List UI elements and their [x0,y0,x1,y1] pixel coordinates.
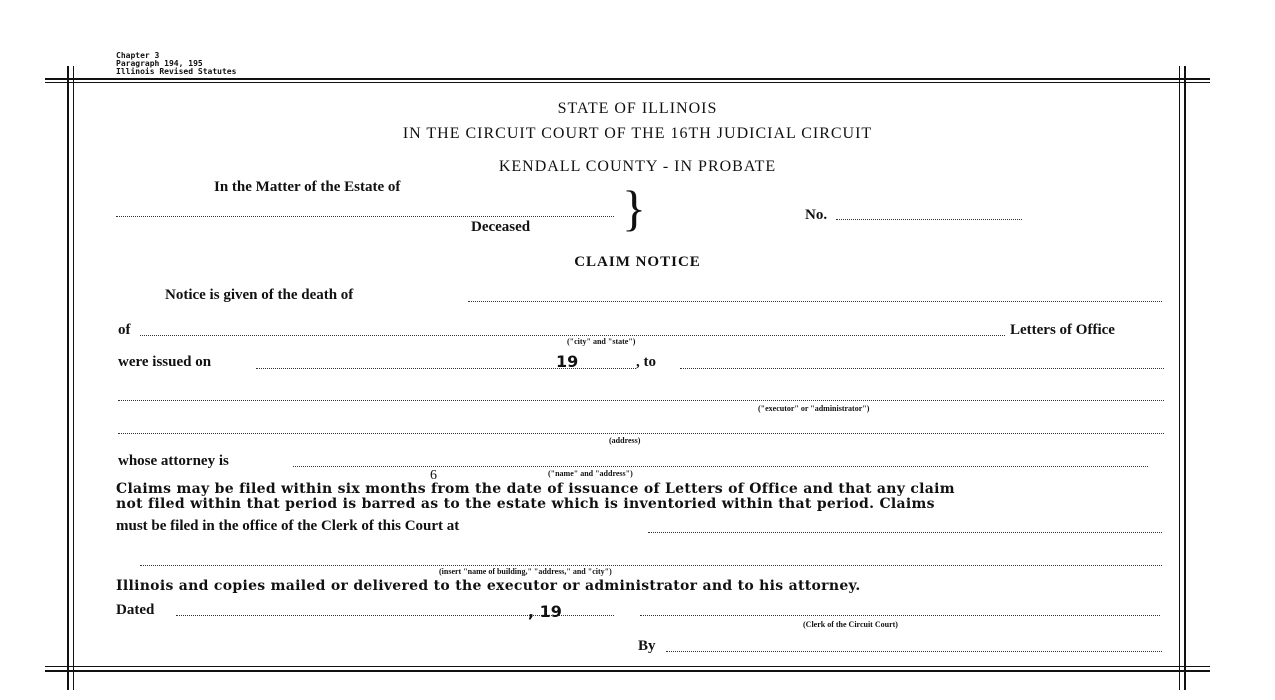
insert-caption: (insert "name of building," "address," and "city") [439,567,612,576]
bottom-border-inner [45,666,1210,667]
address-field[interactable] [118,433,1164,434]
name-address-caption: ("name" and "address") [548,469,633,478]
deceased-label: Deceased [471,219,531,235]
case-number-field[interactable] [836,219,1022,220]
executor-caption: ("executor" or "administrator") [758,404,870,413]
attorney-label: whose attorney is [118,453,229,469]
decedent-field[interactable] [468,301,1162,302]
by-signature-field[interactable] [666,651,1162,652]
claims-text-3: must be filed in the office of the Clerk of this Court at [116,518,460,534]
top-border [45,78,1210,80]
representative-field-2[interactable] [118,400,1164,401]
court-heading: IN THE CIRCUIT COURT OF THE 16TH JUDICIAL CIRCUIT [402,125,873,142]
paragraph-label: Paragraph 194, 195 [116,59,203,68]
clerk-signature-field[interactable] [640,615,1160,616]
letters-label: Letters of Office [1010,322,1115,338]
statute-label: Illinois Revised Statutes [116,67,237,76]
issued-label: were issued on [118,354,212,370]
address-caption: (address) [609,436,641,445]
clerk-caption: (Clerk of the Circuit Court) [803,620,898,629]
illinois-text: Illinois and copies mailed or delivered to the executor or administrator and to his attorney. [116,578,861,594]
city-state-caption: ("city" and "state") [567,337,636,346]
chapter-label: Chapter 3 [116,51,160,60]
clerk-location-field-2[interactable] [140,565,1162,566]
claims-text-2: not filed within that period is barred as to the estate which is inventoried within that period. Claims [116,496,935,512]
handwritten-months: 6 [430,468,437,483]
issued-date-field[interactable] [256,368,636,369]
dated-label: Dated [116,602,155,618]
top-border-inner [45,82,1210,83]
form-title: CLAIM NOTICE [574,254,701,270]
claims-text-1: Claims may be filed within six months from the date of issuance of Letters of Office and that any claim [116,481,955,497]
bottom-border [45,670,1210,672]
brace: } [622,180,646,236]
by-label: By [638,638,656,654]
decedent-name-field[interactable] [116,216,614,217]
county-heading: KENDALL COUNTY - IN PROBATE [498,158,777,175]
notice-label: Notice is given of the death of [165,287,354,303]
year-label: 19 [556,352,579,371]
city-state-field[interactable] [140,335,1005,336]
dated-year: , 19 [528,602,562,621]
of-label: of [118,322,131,338]
representative-field[interactable] [680,368,1164,369]
case-number-label: No. [805,207,828,223]
state-heading: STATE OF ILLINOIS [557,100,718,117]
estate-matter-label: In the Matter of the Estate of [214,179,401,195]
to-label: , to [636,354,656,370]
attorney-field[interactable] [293,466,1148,467]
clerk-location-field[interactable] [648,532,1162,533]
